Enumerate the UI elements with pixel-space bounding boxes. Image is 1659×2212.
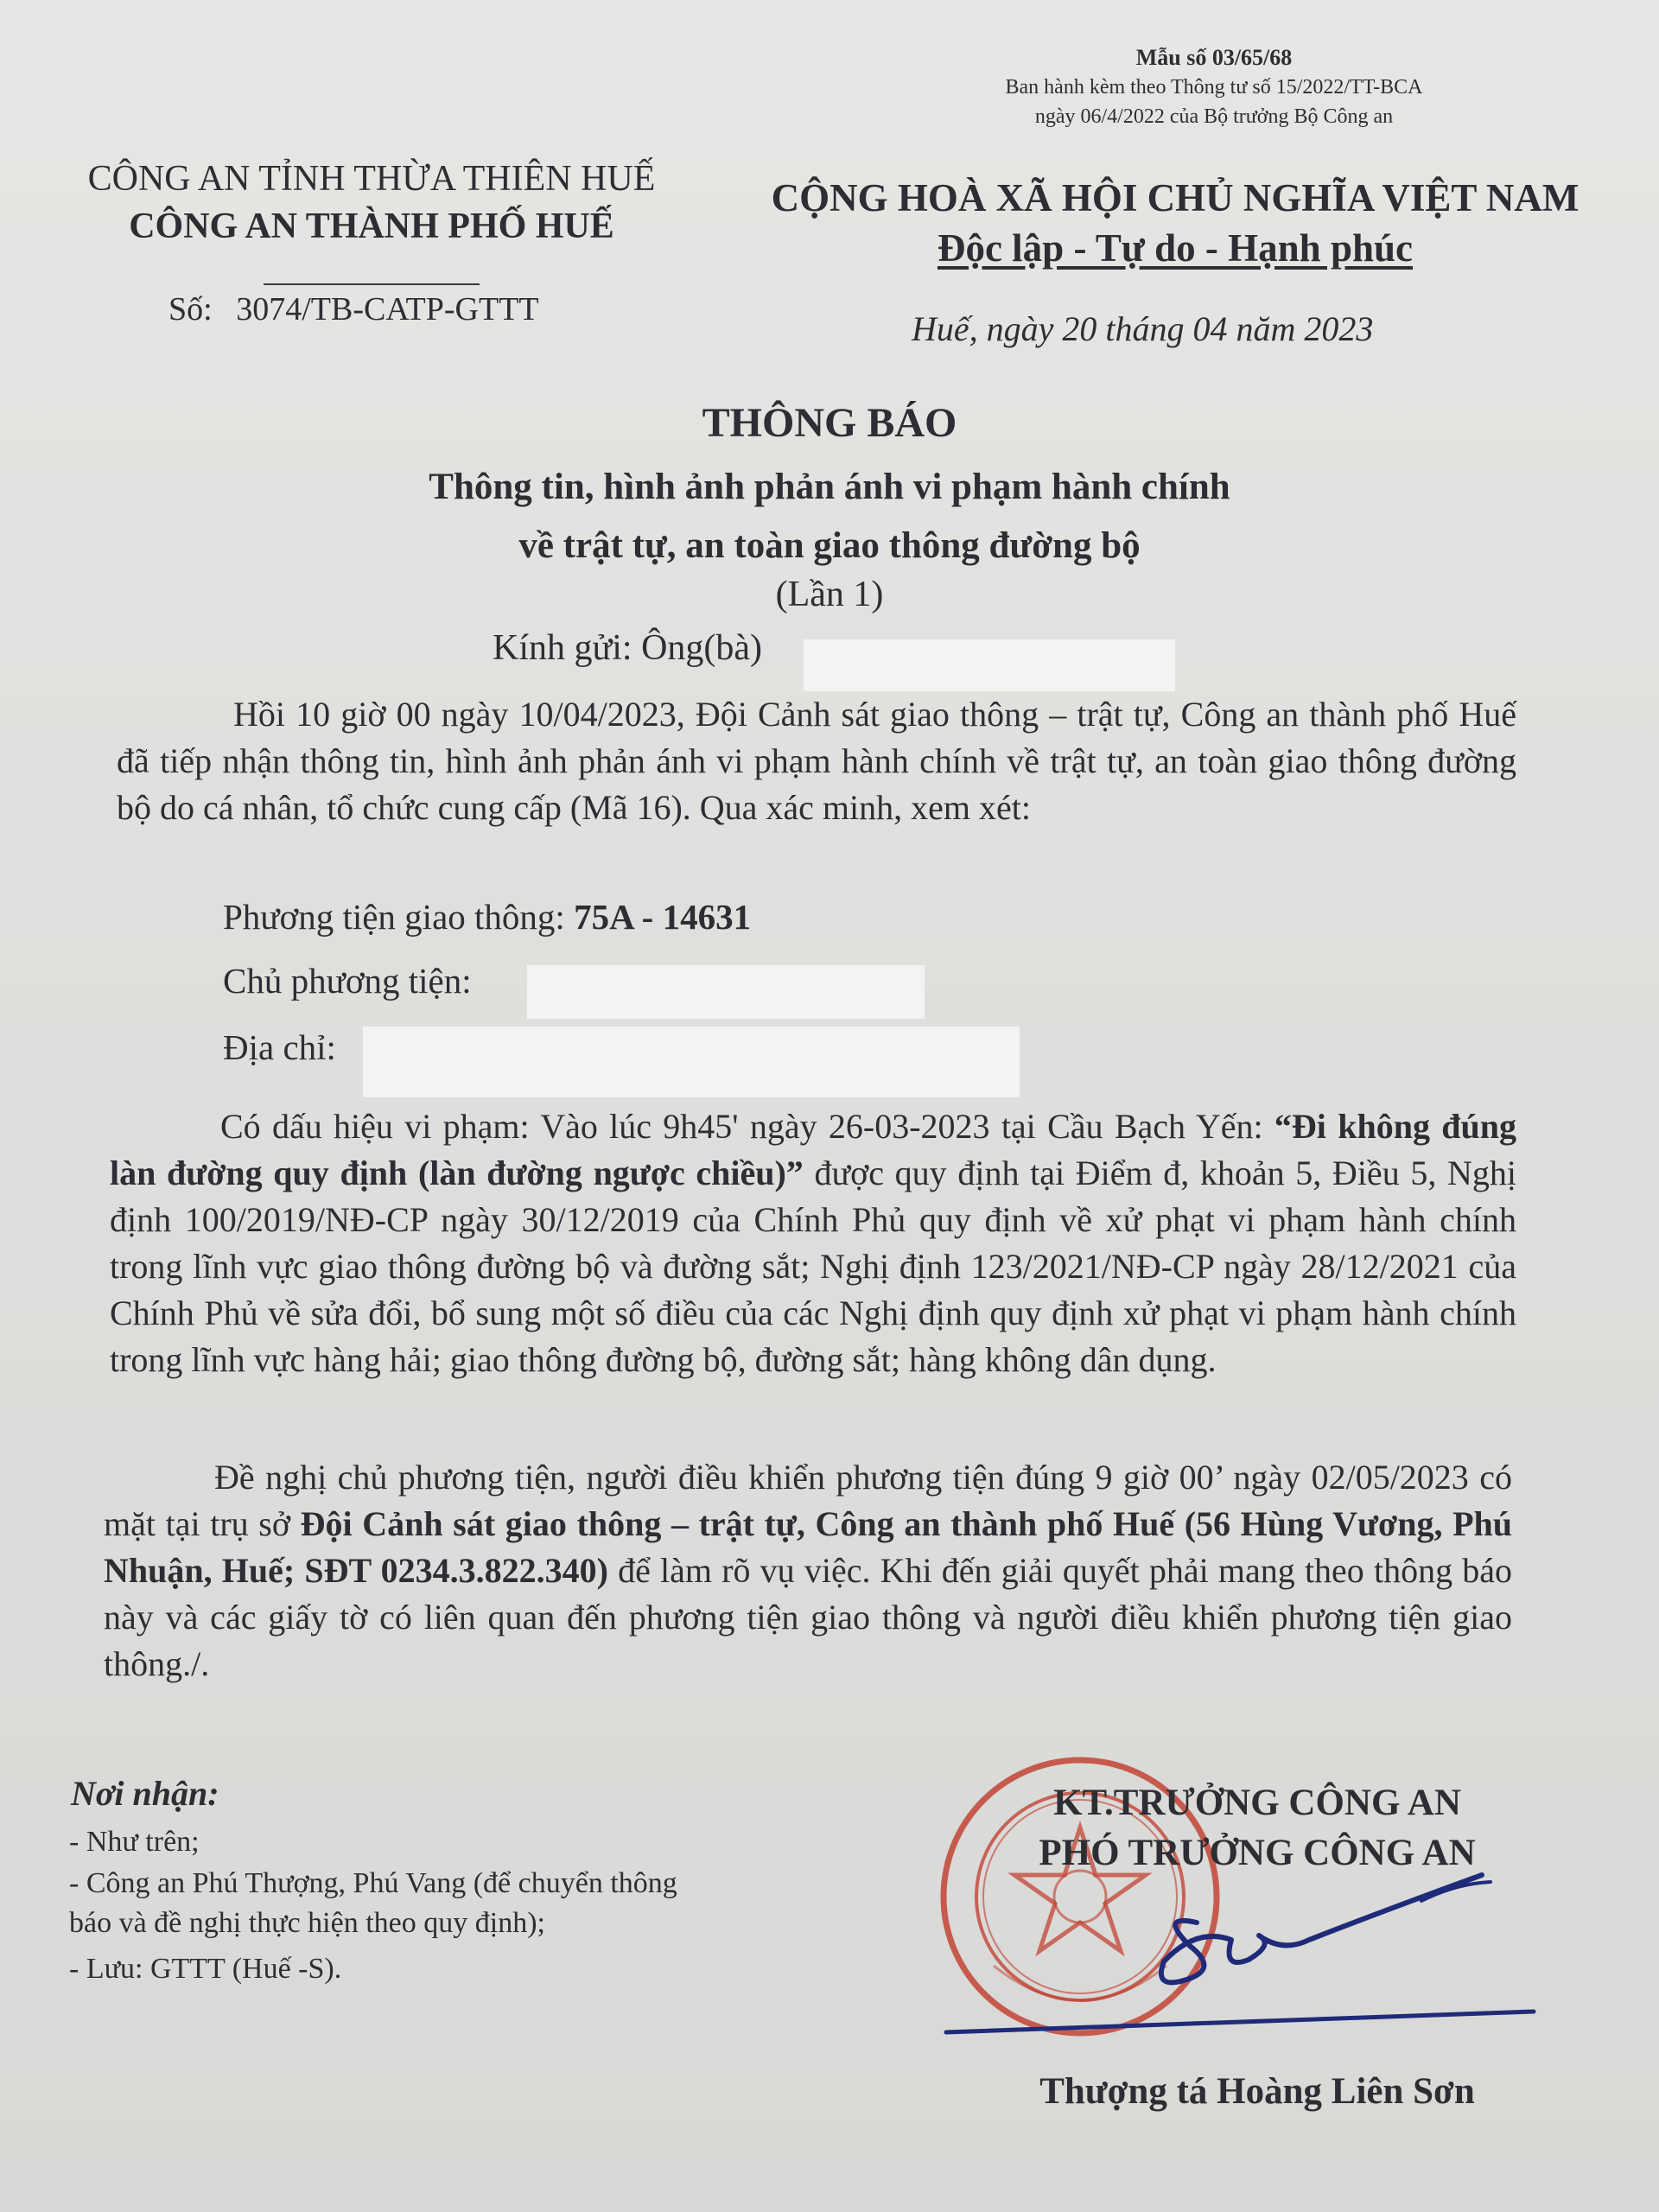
redacted-address xyxy=(363,1027,1020,1097)
request-intro: Đề nghị chủ phương tiện, người điều khiển phương tiện đúng 9 giờ 00’ ngày 02/05/2023 có mặt tại trụ sở xyxy=(104,1458,1512,1543)
document-number-label: Số: xyxy=(168,291,213,327)
owner-label: Chủ phương tiện: xyxy=(223,961,472,1001)
request-rest: để làm rõ vụ việc. Khi đến giải quyết phải mang theo thông báo này và các giấy tờ có liên quan đến phương tiện giao thông và người điều khiển phương tiện giao thông./. xyxy=(104,1551,1513,1683)
document-number-value: 3074/TB-CATP-GTTT xyxy=(236,291,539,327)
address-label: Địa chỉ: xyxy=(223,1027,336,1067)
agency-underline xyxy=(264,283,480,285)
body-paragraph-3 xyxy=(104,1454,1512,1688)
receivers-title: Nơi nhận: xyxy=(71,1774,219,1813)
form-issuance-line: Ban hành kèm theo Thông tư số 15/2022/TT-BCA xyxy=(1005,76,1423,99)
redacted-recipient-name xyxy=(804,639,1175,691)
receiver-item: - Công an Phú Thượng, Phú Vang (để chuyển thông xyxy=(69,1867,677,1899)
agency-header xyxy=(52,156,691,298)
nation-header xyxy=(743,173,1607,273)
signer-name: Thượng tá Hoàng Liên Sơn xyxy=(1039,2071,1475,2112)
document-subtitle xyxy=(0,458,1659,575)
violation-description: “Đi không đúng làn đường quy định (làn đường ngược chiều)” xyxy=(110,1107,1516,1192)
violation-intro: Có dấu hiệu vi phạm: Vào lúc 9h45' ngày 26-03-2023 tại Cầu Bạch Yến: xyxy=(220,1107,1274,1146)
document-title: THÔNG BÁO xyxy=(702,400,957,446)
document-date: Huế, ngày 20 tháng 04 năm 2023 xyxy=(912,309,1374,348)
nation-name: CỘNG HOÀ XÃ HỘI CHỦ NGHĨA VIỆT NAM xyxy=(771,176,1580,219)
form-issuance-date: ngày 06/4/2022 của Bộ trưởng Bộ Công an xyxy=(1034,105,1394,128)
recipient-label: Kính gửi: Ông(bà) xyxy=(493,628,763,668)
body-paragraph-2 xyxy=(110,1103,1516,1383)
handwritten-signature xyxy=(938,1832,1542,2056)
signature-title-line2: PHÓ TRƯỞNG CÔNG AN xyxy=(1039,1833,1476,1873)
signature-title-line1: KT.TRƯỞNG CÔNG AN xyxy=(1053,1783,1461,1823)
request-place: Đội Cảnh sát giao thông – trật tự, Công an thành phố Huế (56 Hùng Vương, Phú Nhuận, Huế; SĐT 0234.3.822.340) xyxy=(104,1504,1512,1590)
redacted-owner-name xyxy=(527,965,925,1019)
vehicle-field xyxy=(223,896,751,938)
body-paragraph-1: Hồi 10 giờ 00 ngày 10/04/2023, Đội Cảnh sát giao thông – trật tự, Công an thành phố Huế đã tiếp nhận thông tin, hình ảnh phản ánh vi phạm hành chính về trật tự, an toàn giao thông đường bộ do cá nhân, tổ chức cung cấp (Mã 16). Qua xác minh, xem xét: xyxy=(117,695,1516,827)
violation-legal-basis: được quy định tại Điểm đ, khoản 5, Điều 5, Nghị định 100/2019/NĐ-CP ngày 30/12/2019 của Chính Phủ quy định về xử phạt vi phạm hành chính trong lĩnh vực giao thông đường bộ và đường sắt; Nghị định 123/2021/NĐ-CP ngày 28/12/2021 của Chính Phủ về sửa đổi, bổ sung một số điều của các Nghị định quy định xử phạt vi phạm hành chính trong lĩnh vực hàng hải; giao thông đường bộ, đường sắt; hàng không dân dụng. xyxy=(110,1154,1516,1379)
document-number xyxy=(168,290,539,328)
form-number: Mẫu số 03/65/68 xyxy=(1135,45,1293,70)
receiver-item: - Lưu: GTTT (Huế -S). xyxy=(69,1953,342,1985)
nation-motto: Độc lập - Tự do - Hạnh phúc xyxy=(937,226,1414,270)
vehicle-plate: 75A - 14631 xyxy=(574,897,752,937)
form-number-block xyxy=(912,43,1516,131)
agency-parent: CÔNG AN TỈNH THỪA THIÊN HUẾ xyxy=(87,159,656,199)
receiver-item: báo và đề nghị thực hiện theo quy định); xyxy=(69,1907,545,1939)
vehicle-label: Phương tiện giao thông: xyxy=(223,897,565,937)
receiver-item: - Như trên; xyxy=(69,1826,200,1858)
notice-count: (Lần 1) xyxy=(775,575,884,614)
document-subtitle-line1: Thông tin, hình ảnh phản ánh vi phạm hành chính xyxy=(429,467,1230,507)
document-subtitle-line2: về trật tự, an toàn giao thông đường bộ xyxy=(518,525,1141,566)
agency-name: CÔNG AN THÀNH PHỐ HUẾ xyxy=(129,207,614,246)
